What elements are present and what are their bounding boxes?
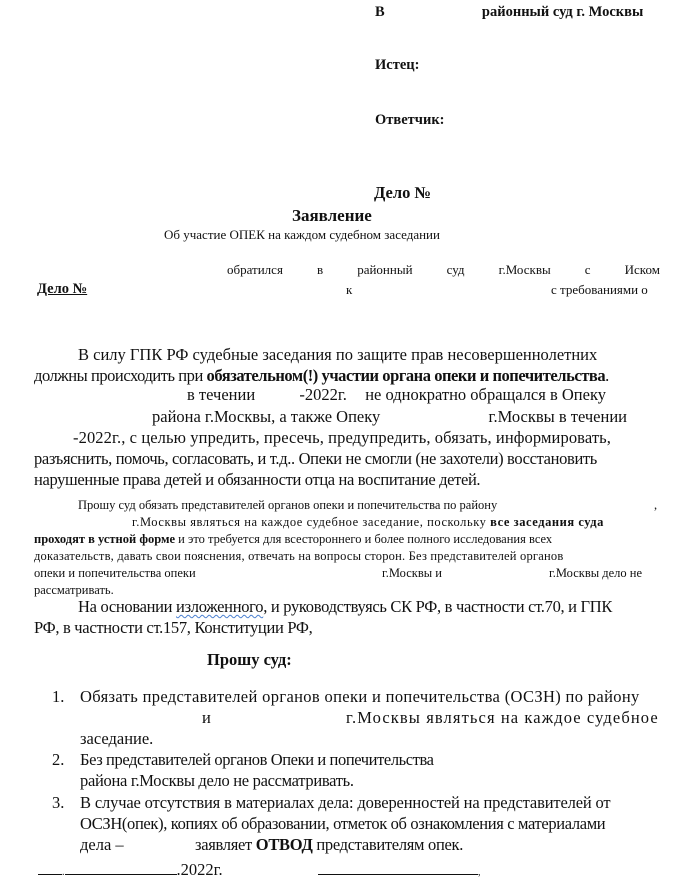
intro-city: г.Москвы [498, 262, 551, 277]
request-heading: Прошу суд: [207, 650, 292, 669]
request-item-3-line3a: дела – [80, 835, 124, 854]
court-name: районный суд г. Москвы [481, 4, 644, 20]
intro-requirements: с требованиями о [551, 282, 648, 297]
date-field [38, 860, 223, 879]
defendant-label: Ответчик: [375, 112, 445, 128]
request-item-1-line1: Обязать представителей органов опеки и попечительства (ОСЗН) по району [80, 687, 640, 706]
para2-line1-comma: , [654, 498, 658, 512]
para1-line7: нарушенные права детей и обязанности отца на воспитание детей. [34, 470, 481, 489]
request-item-2-line1: Без представителей органов Опеки и попечительства [80, 750, 434, 769]
para1-text: в течении [187, 385, 256, 404]
para2-text: г.Москвы являться на каждое судебное заседание, поскольку [132, 515, 491, 529]
signature-comma: , [478, 867, 481, 878]
request-item-1-line3: заседание. [80, 729, 154, 748]
request-item-1-line2a: и [202, 708, 211, 727]
para3-line2: РФ, в частности ст.157, Конституции РФ, [34, 618, 313, 637]
para1-period: . [605, 366, 609, 385]
para1-line1: В силу ГПК РФ судебные заседания по защите прав несовершеннолетних [78, 345, 598, 364]
day-blank [38, 860, 62, 875]
date-dot: . [62, 867, 65, 878]
date-year: .2022г. [176, 860, 223, 879]
para1-year: -2022г. [299, 385, 347, 404]
intro-word: суд [446, 262, 465, 277]
signature-blank [318, 860, 478, 875]
para2-emphasis: все заседания суда [490, 515, 604, 529]
para2-line2 [132, 516, 604, 529]
para3-text: На основании [78, 597, 177, 616]
para2-text: и это требуется для всестороннего и более полного исследования всех [175, 532, 553, 546]
request-item-3-line2: ОСЗН(опек), копиях об образовании, отметок об ознакомления с материалами [80, 814, 606, 833]
intro-line-1 [227, 263, 660, 276]
para3-spellcheck-word: изложенного [176, 597, 264, 616]
document-subtitle: Об участие ОПЕК на каждом судебном заседании [164, 227, 440, 242]
intro-word: обратился [227, 262, 283, 277]
request-text: представителям опек. [312, 835, 464, 854]
para2-line1: Прошу суд обязать представителей органов опеки и попечительства по району [78, 498, 498, 512]
request-item-3-line3b [195, 837, 463, 854]
request-item-1-number: 1. [52, 687, 65, 706]
case-number-label [374, 185, 431, 202]
para2-line5a: опеки и попечительства опеки [34, 566, 196, 580]
para2-line5c: г.Москвы дело не [549, 566, 643, 580]
para3-text: , и руководствуясь СК РФ, в частности ст.70, и ГПК [263, 597, 613, 616]
intro-word: Иском [624, 262, 660, 277]
para1-text: г.Москвы в течении [488, 407, 627, 426]
signature-field [318, 860, 481, 879]
intro-word: в [317, 262, 324, 277]
request-item-3-line1: В случае отсутствия в материалах дела: доверенностей на представителей от [80, 793, 611, 812]
intro-word: районный [357, 262, 413, 277]
para2-line5b: г.Москвы и [382, 566, 442, 580]
para1-line2 [34, 368, 609, 385]
intro-k: к [346, 282, 353, 297]
court-addressee [375, 5, 643, 20]
plaintiff-label: Истец: [375, 57, 420, 73]
court-prefix: В [375, 4, 385, 20]
para2-line6: рассматривать. [34, 583, 114, 597]
para1-emphasis: обязательном(!) участии органа опеки и попечительства [206, 366, 606, 385]
para1-line3 [187, 387, 606, 404]
para2-line3 [34, 533, 552, 546]
request-item-3-number: 3. [52, 793, 65, 812]
para1-line4 [152, 409, 627, 426]
intro-word [499, 263, 551, 276]
intro-word: с [584, 262, 591, 277]
request-item-2-line2: района г.Москвы дело не рассматривать. [80, 771, 354, 790]
request-item-2-number: 2. [52, 750, 65, 769]
para3-line1 [78, 599, 612, 616]
document-title: Заявление [292, 206, 372, 225]
intro-case-number: Дело № [37, 281, 88, 297]
para1-text: должны происходить при [34, 366, 207, 385]
para1-text: района г.Москвы, а также Опеку [152, 407, 381, 426]
request-item-1-line2b: г.Москвы являться на каждое судебное [346, 708, 659, 727]
para1-line5: -2022г., с целью упредить, пресечь, предупредить, обязать, информировать, [73, 428, 612, 447]
para1-line6: разъяснить, помочь, согласовать, и т.д.. Опеки не смогли (не захотели) восстановить [34, 449, 597, 468]
case-label-text: Дело № [374, 183, 432, 202]
para1-text: не однократно обращался в Опеку [365, 385, 606, 404]
recusal-emphasis: ОТВОД [255, 835, 313, 854]
para2-emphasis: проходят в устной форме [34, 532, 176, 546]
month-blank [65, 860, 177, 875]
para2-line4: доказательств, давать свои пояснения, отвечать на вопросы сторон. Без представителей органов [34, 549, 564, 563]
request-text: заявляет [195, 835, 256, 854]
